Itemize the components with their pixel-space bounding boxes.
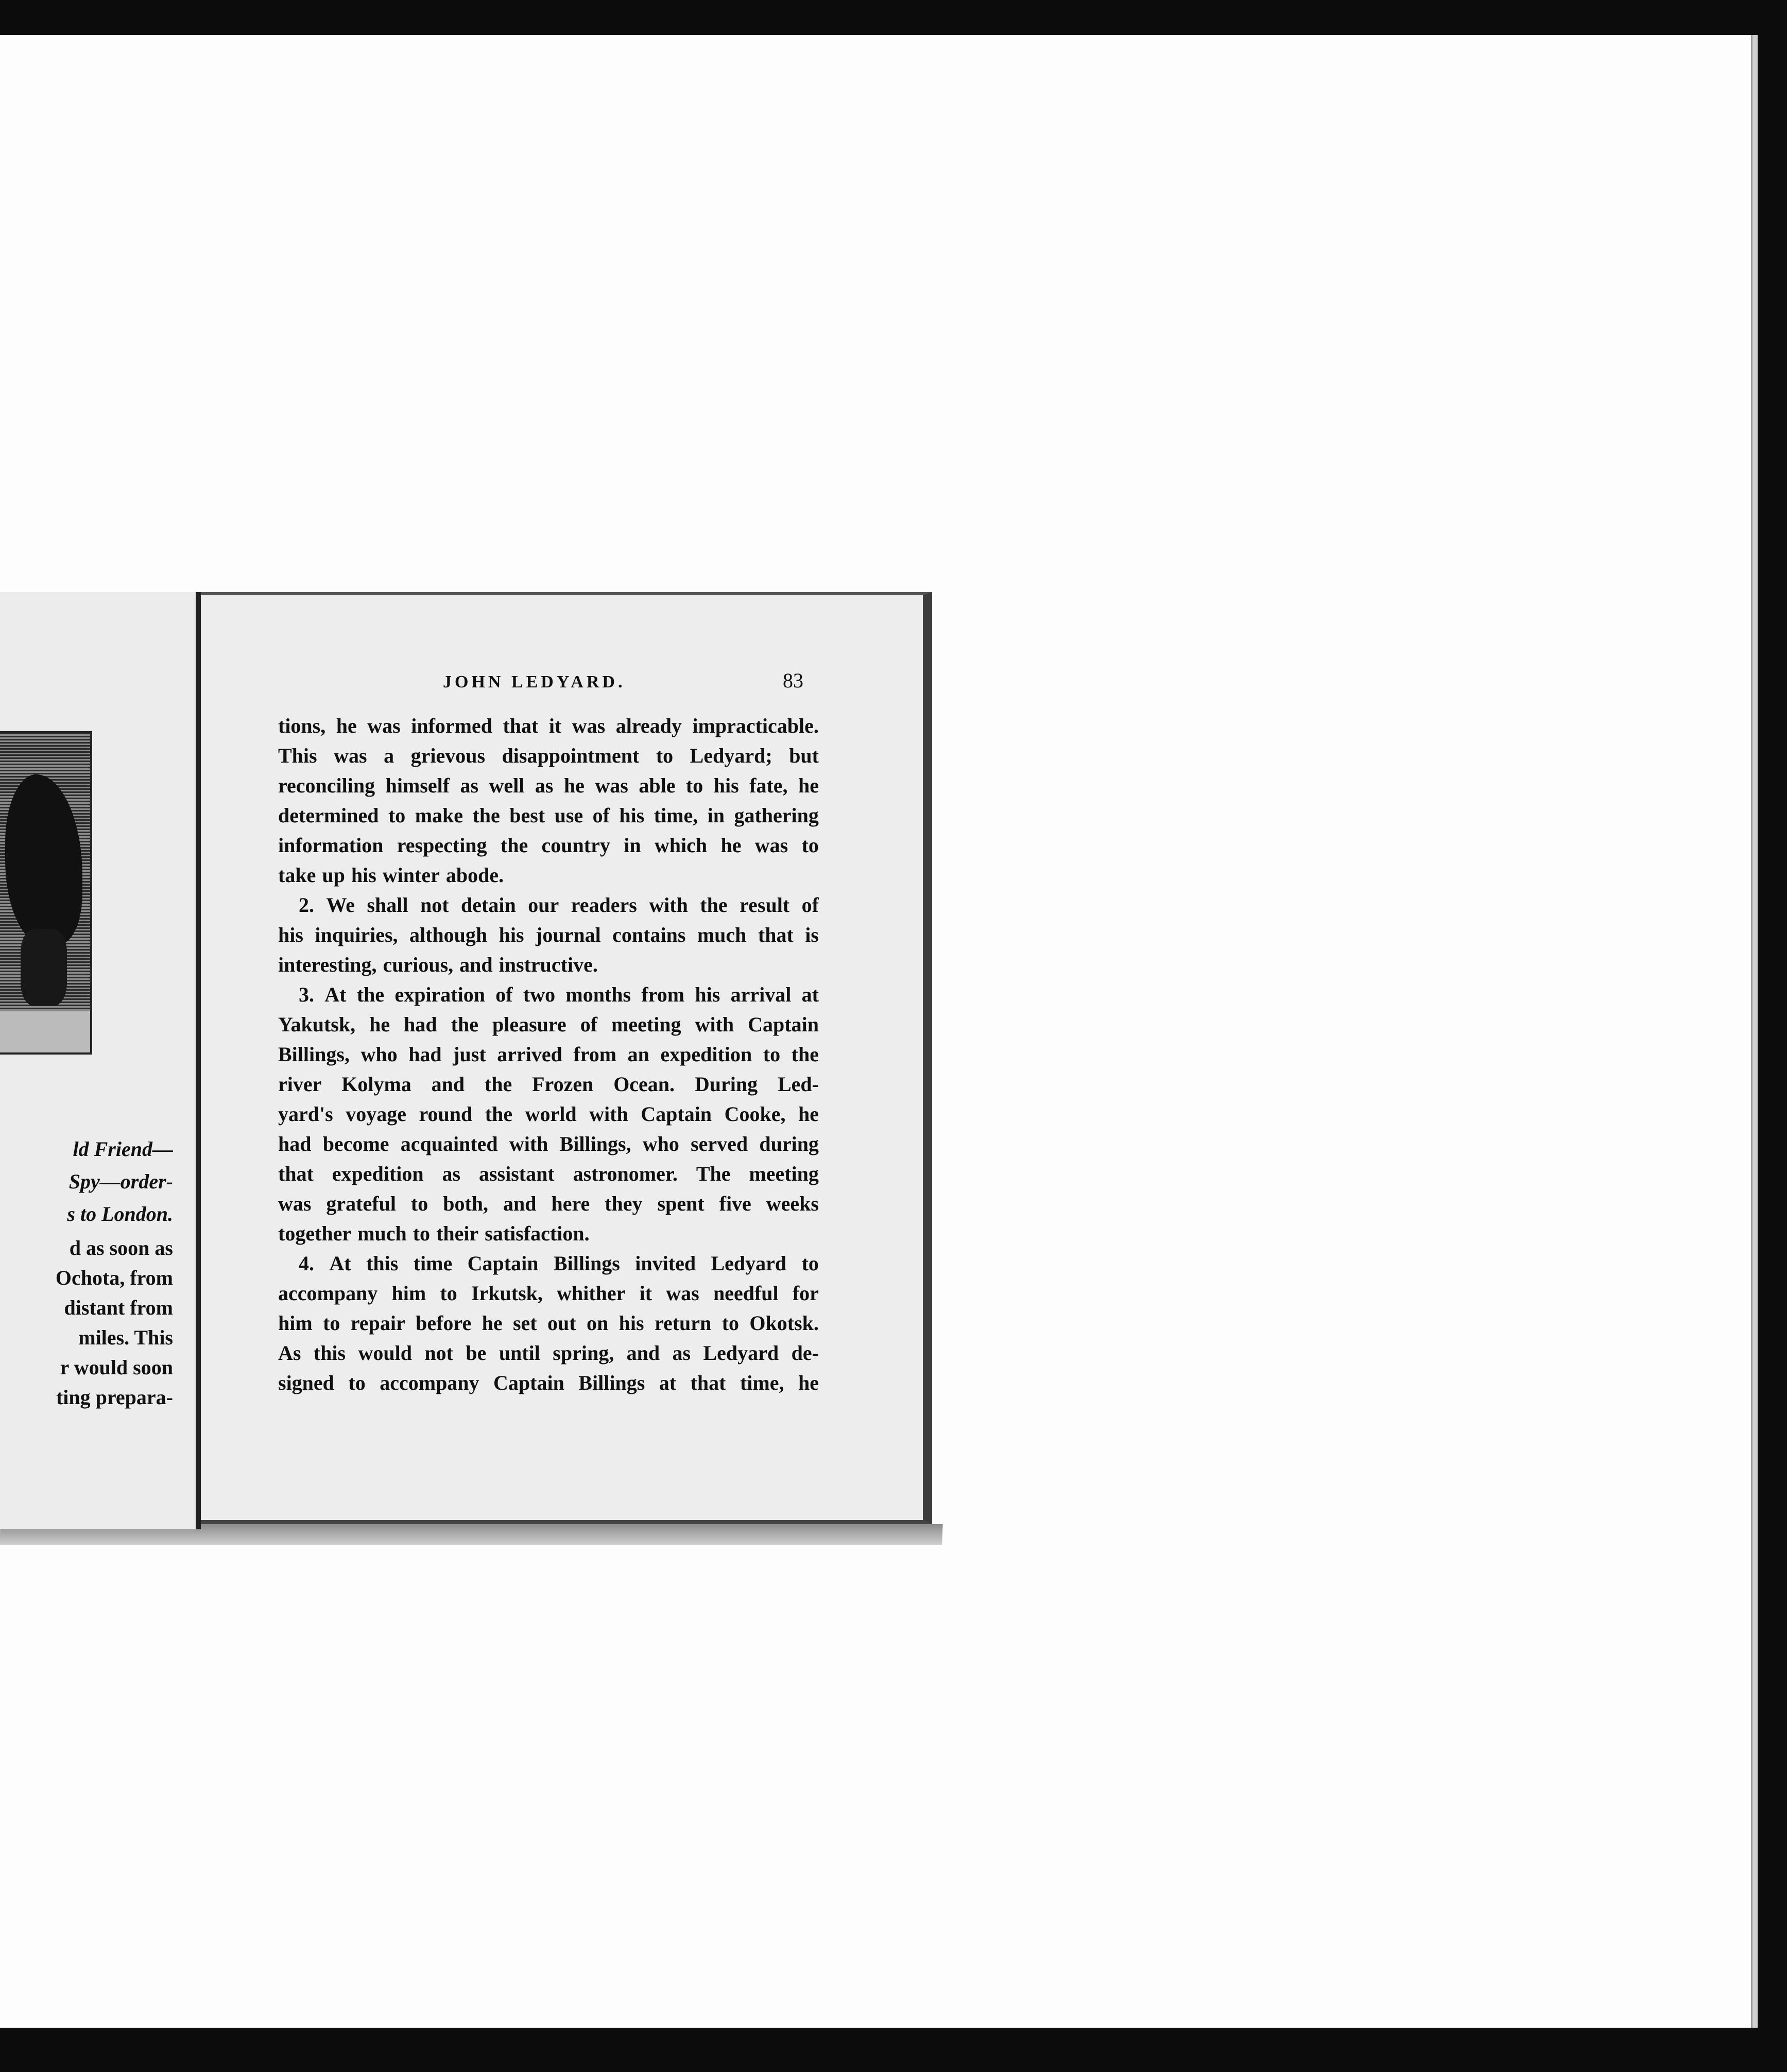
word: Kolyma bbox=[341, 1073, 411, 1096]
text-line bbox=[278, 1249, 819, 1279]
word: who bbox=[360, 1043, 398, 1066]
word: he bbox=[798, 774, 819, 797]
text-line: ting prepara- bbox=[56, 1386, 173, 1409]
word: disappointment bbox=[502, 744, 640, 767]
word: together bbox=[278, 1222, 352, 1245]
word: at bbox=[659, 1371, 677, 1394]
word: as bbox=[460, 774, 479, 797]
text-line bbox=[278, 1189, 819, 1219]
word: Yakutsk, bbox=[278, 1013, 356, 1036]
word: he bbox=[720, 834, 742, 857]
word: for bbox=[792, 1282, 819, 1305]
word: as bbox=[442, 1162, 461, 1185]
word: Led- bbox=[778, 1073, 819, 1096]
word: his bbox=[618, 1311, 644, 1335]
word: accompany bbox=[380, 1371, 479, 1394]
word: much bbox=[697, 923, 747, 946]
word: Captain bbox=[467, 1252, 539, 1275]
text-line bbox=[278, 1308, 819, 1338]
word: reconciling bbox=[278, 774, 375, 797]
word: country bbox=[541, 834, 610, 857]
word: Billings bbox=[578, 1371, 645, 1394]
word: Captain bbox=[748, 1013, 819, 1036]
text-line: miles. This bbox=[78, 1326, 173, 1349]
word: pleasure bbox=[492, 1013, 566, 1036]
word: We bbox=[326, 893, 355, 917]
word: who bbox=[642, 1132, 679, 1155]
word: make bbox=[415, 804, 463, 827]
word: his bbox=[499, 923, 524, 946]
word: that bbox=[278, 1162, 314, 1185]
word: be bbox=[466, 1341, 487, 1365]
word: 3. bbox=[299, 983, 314, 1006]
text-line bbox=[278, 920, 819, 950]
word: and bbox=[626, 1341, 660, 1365]
text-line bbox=[278, 1368, 819, 1398]
word: and bbox=[431, 1073, 465, 1096]
word: assistant bbox=[478, 1162, 555, 1185]
sheet-edge bbox=[1751, 35, 1758, 2028]
running-head bbox=[278, 669, 819, 703]
word: contains bbox=[612, 923, 686, 946]
text-line bbox=[278, 741, 819, 771]
word: to bbox=[721, 1311, 740, 1335]
word: him bbox=[391, 1282, 426, 1305]
text-line bbox=[278, 801, 819, 831]
word: Ledyard bbox=[703, 1341, 779, 1365]
word: meeting bbox=[749, 1162, 819, 1185]
word: informed bbox=[411, 714, 492, 737]
word: become bbox=[322, 1132, 389, 1155]
word: time, bbox=[740, 1371, 784, 1394]
word: Ledyard; bbox=[690, 744, 772, 767]
word: which bbox=[654, 834, 708, 857]
word: grievous bbox=[410, 744, 486, 767]
open-book bbox=[0, 592, 942, 1540]
word: fate, bbox=[749, 774, 788, 797]
word: gathering bbox=[734, 804, 819, 827]
page-number: 83 bbox=[783, 669, 803, 692]
text-line bbox=[278, 1040, 819, 1069]
word: grateful bbox=[326, 1192, 396, 1215]
word: in bbox=[624, 834, 641, 857]
word: acquainted bbox=[400, 1132, 498, 1155]
word: he bbox=[336, 714, 357, 737]
word: use bbox=[554, 804, 583, 827]
word: with bbox=[589, 1102, 628, 1126]
word: Ledyard bbox=[711, 1252, 787, 1275]
word: Billings bbox=[553, 1252, 620, 1275]
word: from bbox=[641, 983, 685, 1006]
word: not bbox=[420, 893, 449, 917]
word: that bbox=[690, 1371, 726, 1394]
word: the bbox=[485, 1102, 513, 1126]
word: best bbox=[509, 804, 545, 827]
text-line: Ochota, from bbox=[55, 1266, 173, 1289]
word: curious, bbox=[383, 953, 454, 976]
caption-line: Spy—order- bbox=[68, 1170, 173, 1193]
word: from bbox=[573, 1043, 617, 1066]
word: instructive. bbox=[499, 953, 598, 976]
word: to bbox=[685, 774, 703, 797]
word: was bbox=[666, 1282, 699, 1305]
text-line: d as soon as bbox=[69, 1236, 173, 1259]
word: months bbox=[565, 983, 631, 1006]
word: and bbox=[459, 953, 493, 976]
word: would bbox=[358, 1341, 413, 1365]
word: winter bbox=[382, 864, 440, 887]
text-line bbox=[278, 1010, 819, 1040]
word: two bbox=[523, 983, 556, 1006]
word: result bbox=[740, 893, 790, 917]
word: was bbox=[754, 834, 788, 857]
word: during bbox=[759, 1132, 819, 1155]
caption-line: ld Friend— bbox=[73, 1137, 173, 1161]
word: he bbox=[482, 1311, 503, 1335]
word: Captain bbox=[493, 1371, 564, 1394]
word: to bbox=[348, 1371, 366, 1394]
word: on bbox=[586, 1311, 609, 1335]
word: to bbox=[440, 1282, 457, 1305]
word: up bbox=[322, 864, 345, 887]
word: of bbox=[495, 983, 513, 1006]
word: spent bbox=[657, 1192, 705, 1215]
word: expiration bbox=[394, 983, 485, 1006]
word: 2. bbox=[299, 893, 314, 917]
running-title: JOHN LEDYARD. bbox=[443, 672, 626, 692]
text-line bbox=[278, 1069, 819, 1099]
word: him bbox=[278, 1311, 313, 1335]
word: had bbox=[404, 1013, 437, 1036]
page-content bbox=[278, 595, 819, 1520]
word: to bbox=[410, 1192, 428, 1215]
word: was bbox=[334, 744, 367, 767]
text-line bbox=[278, 1338, 819, 1368]
left-page-text bbox=[3, 1233, 173, 1412]
word: return bbox=[654, 1311, 712, 1335]
word: of bbox=[580, 1013, 598, 1036]
word: as bbox=[672, 1341, 691, 1365]
word: here bbox=[551, 1192, 590, 1215]
word: voyage bbox=[346, 1102, 406, 1126]
word: of bbox=[592, 804, 610, 827]
word: it bbox=[548, 714, 562, 737]
word: detain bbox=[461, 893, 516, 917]
word: was bbox=[367, 714, 401, 737]
word: weeks bbox=[766, 1192, 819, 1215]
word: expedition bbox=[660, 1043, 752, 1066]
word: yard's bbox=[278, 1102, 333, 1126]
word: journal bbox=[536, 923, 601, 946]
body-text bbox=[278, 711, 819, 1398]
word: although bbox=[409, 923, 488, 946]
word: to bbox=[323, 1311, 340, 1335]
word: the bbox=[472, 804, 500, 827]
word: this bbox=[366, 1252, 399, 1275]
word: satisfaction. bbox=[485, 1222, 590, 1245]
word: arrival bbox=[730, 983, 792, 1006]
word: already bbox=[615, 714, 682, 737]
word: the bbox=[700, 893, 728, 917]
word: impracticable. bbox=[692, 714, 819, 737]
word: signed bbox=[278, 1371, 334, 1394]
word: his bbox=[619, 804, 645, 827]
word: respecting bbox=[397, 834, 487, 857]
word: tions, bbox=[278, 714, 326, 737]
word: to bbox=[388, 804, 406, 827]
word: had bbox=[278, 1132, 312, 1155]
word: out bbox=[547, 1311, 576, 1335]
word: Frozen bbox=[532, 1073, 594, 1096]
word: arrived bbox=[497, 1043, 562, 1066]
word: readers bbox=[571, 893, 637, 917]
word: the bbox=[356, 983, 385, 1006]
word: take bbox=[278, 864, 316, 887]
word: During bbox=[694, 1073, 758, 1096]
horse-figure bbox=[5, 774, 82, 944]
word: he bbox=[798, 1102, 819, 1126]
word: to bbox=[801, 834, 819, 857]
word: with bbox=[695, 1013, 734, 1036]
word: inquiries, bbox=[315, 923, 398, 946]
word: shall bbox=[367, 893, 408, 917]
word: accompany bbox=[278, 1282, 378, 1305]
word: This bbox=[278, 744, 317, 767]
word: the bbox=[484, 1073, 512, 1096]
word: a bbox=[384, 744, 394, 767]
text-line: distant from bbox=[64, 1296, 173, 1319]
word: meeting bbox=[611, 1013, 681, 1036]
word: to bbox=[763, 1043, 781, 1066]
word: before bbox=[416, 1311, 472, 1335]
word: expedition bbox=[332, 1162, 424, 1185]
text-line bbox=[278, 890, 819, 920]
word: spring, bbox=[553, 1341, 614, 1365]
word: set bbox=[512, 1311, 537, 1335]
word: it bbox=[639, 1282, 652, 1305]
word: they bbox=[605, 1192, 643, 1215]
word: able bbox=[639, 774, 676, 797]
word: not bbox=[424, 1341, 453, 1365]
text-line: r would soon bbox=[60, 1356, 173, 1379]
woodcut-illustration bbox=[0, 731, 92, 1055]
word: with bbox=[649, 893, 688, 917]
word: to bbox=[413, 1222, 431, 1245]
text-line bbox=[278, 831, 819, 860]
word: Cooke, bbox=[724, 1102, 786, 1126]
word: and bbox=[503, 1192, 537, 1215]
word: invited bbox=[635, 1252, 696, 1275]
word: Okotsk. bbox=[749, 1311, 819, 1335]
word: of bbox=[801, 893, 819, 917]
word: world bbox=[525, 1102, 577, 1126]
word: Ocean. bbox=[613, 1073, 675, 1096]
word: information bbox=[278, 834, 384, 857]
word: until bbox=[499, 1341, 540, 1365]
caption-line: s to London. bbox=[67, 1202, 173, 1225]
word: as bbox=[535, 774, 554, 797]
text-line bbox=[278, 711, 819, 741]
word: whither bbox=[557, 1282, 626, 1305]
word: Billings, bbox=[559, 1132, 631, 1155]
text-line bbox=[278, 860, 819, 890]
word: determined bbox=[278, 804, 379, 827]
word: repair bbox=[350, 1311, 405, 1335]
word: his bbox=[351, 864, 376, 887]
horse-leg bbox=[21, 929, 67, 1006]
word: astronomer. bbox=[573, 1162, 678, 1185]
word: this bbox=[313, 1341, 346, 1365]
word: his bbox=[278, 923, 303, 946]
word: At bbox=[329, 1252, 351, 1275]
word: is bbox=[805, 923, 819, 946]
word: with bbox=[509, 1132, 548, 1155]
word: As bbox=[278, 1341, 301, 1365]
word: himself bbox=[385, 774, 450, 797]
word: The bbox=[696, 1162, 731, 1185]
word: served bbox=[691, 1132, 748, 1155]
word: well bbox=[489, 774, 525, 797]
word: he bbox=[798, 1371, 819, 1394]
text-line bbox=[278, 980, 819, 1010]
word: the bbox=[500, 834, 528, 857]
word: he bbox=[563, 774, 585, 797]
word: round bbox=[419, 1102, 473, 1126]
word: both, bbox=[443, 1192, 489, 1215]
text-line bbox=[278, 1159, 819, 1189]
word: the bbox=[451, 1013, 478, 1036]
word: had bbox=[408, 1043, 442, 1066]
word: interesting, bbox=[278, 953, 377, 976]
word: At bbox=[324, 983, 347, 1006]
illustration-caption bbox=[3, 1133, 173, 1230]
word: his bbox=[713, 774, 739, 797]
text-line bbox=[278, 1219, 819, 1249]
right-page bbox=[201, 592, 932, 1524]
word: river bbox=[278, 1073, 322, 1096]
word: the bbox=[791, 1043, 819, 1066]
word: Captain bbox=[641, 1102, 712, 1126]
word: Billings, bbox=[278, 1043, 350, 1066]
word: to bbox=[656, 744, 674, 767]
word: was bbox=[278, 1192, 312, 1215]
word: time, bbox=[654, 804, 698, 827]
text-line bbox=[278, 1099, 819, 1129]
word: time bbox=[413, 1252, 453, 1275]
word: his bbox=[695, 983, 720, 1006]
left-page bbox=[0, 592, 201, 1529]
text-line bbox=[278, 1279, 819, 1308]
text-line bbox=[278, 950, 819, 980]
text-line bbox=[278, 1129, 819, 1159]
ground bbox=[0, 1011, 90, 1052]
word: needful bbox=[713, 1282, 779, 1305]
text-line bbox=[278, 771, 819, 801]
word: our bbox=[528, 893, 559, 917]
word: at bbox=[801, 983, 819, 1006]
word: that bbox=[503, 714, 539, 737]
word: was bbox=[572, 714, 606, 737]
word: an bbox=[627, 1043, 649, 1066]
word: de- bbox=[791, 1341, 819, 1365]
word: to bbox=[801, 1252, 819, 1275]
word: their bbox=[436, 1222, 479, 1245]
word: much bbox=[357, 1222, 407, 1245]
word: but bbox=[789, 744, 819, 767]
word: he bbox=[369, 1013, 390, 1036]
word: just bbox=[453, 1043, 486, 1066]
word: abode. bbox=[445, 864, 504, 887]
word: that bbox=[758, 923, 794, 946]
word: Irkutsk, bbox=[471, 1282, 543, 1305]
word: five bbox=[719, 1192, 751, 1215]
word: in bbox=[707, 804, 725, 827]
word: was bbox=[595, 774, 628, 797]
word: 4. bbox=[299, 1252, 314, 1275]
